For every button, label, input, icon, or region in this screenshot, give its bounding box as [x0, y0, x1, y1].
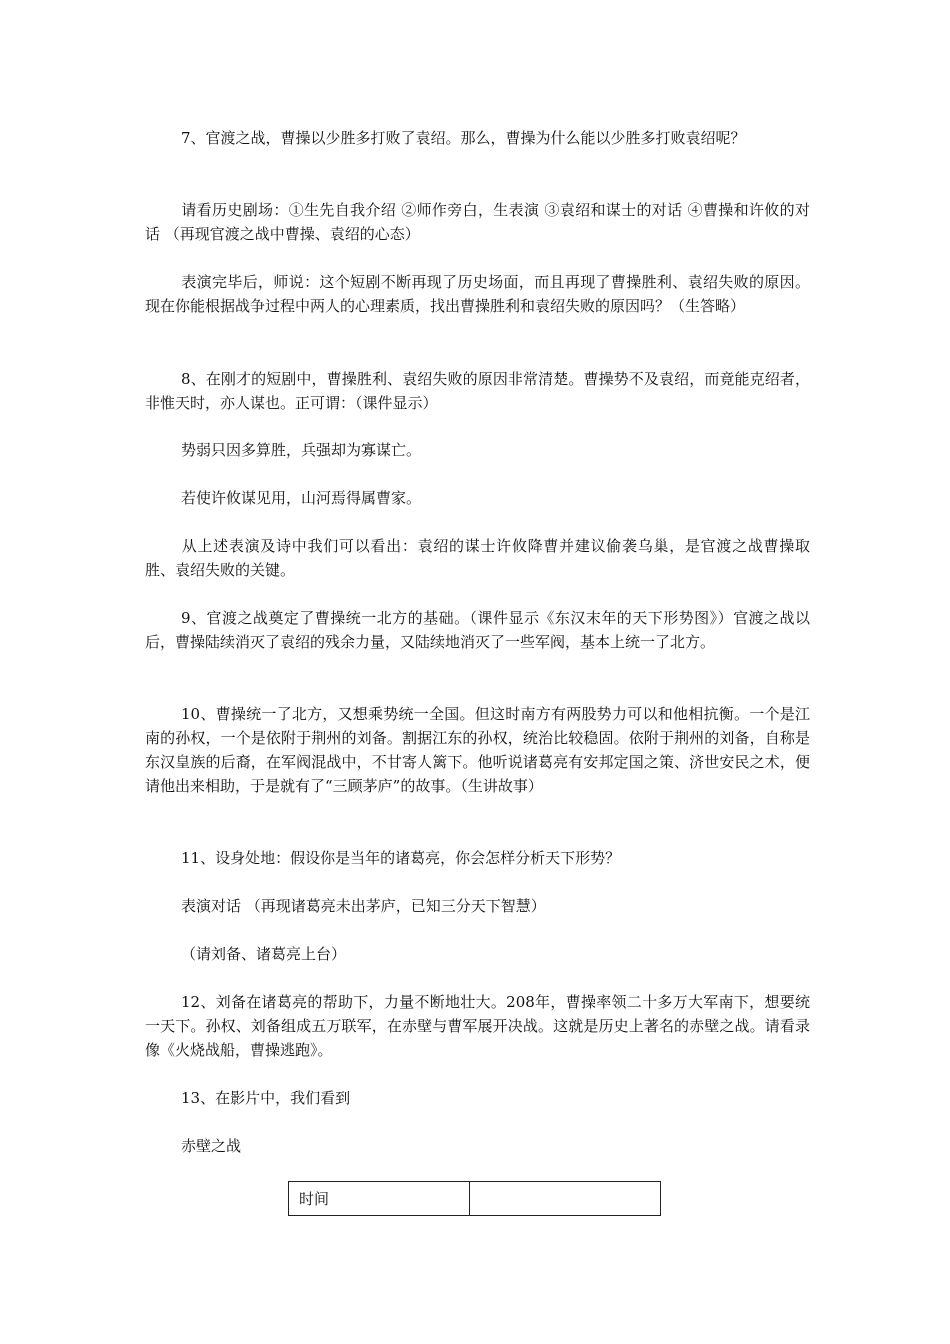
paragraph-11: 11、设身处地：假设你是当年的诸葛亮，你会怎样分析天下形势？ [181, 849, 621, 867]
paragraph-after-performance: 表演完毕后，师说：这个短剧不断再现了历史场面，而且再现了曹操胜利、袁绍失败的原因。现在你能根据战争过程中两人的心理素质，找出曹操胜利和袁绍失败的原因吗？（生答略） [145, 273, 810, 315]
paragraph-history-theatre: 请看历史剧场：①生先自我介绍 ②师作旁白，生表演 ③袁绍和谋士的对话 ④曹操和许攸的对话 （再现官渡之战中曹操、袁绍的心态） [145, 201, 810, 243]
paragraph-9: 9、官渡之战奠定了曹操统一北方的基础。（课件显示《东汉末年的天下形势图》）官渡之战以后，曹操陆续消灭了袁绍的残余力量，又陆续地消灭了一些军阀，基本上统一了北方。 [145, 609, 810, 651]
paragraph-12: 12、刘备在诸葛亮的帮助下，力量不断地壮大。208年，曹操率领二十多万大军南下，想要统一天下。孙权、刘备组成五万联军，在赤壁与曹军展开决战。这就是历史上著名的赤壁之战。请看录像《火烧战船，曹操逃跑》。 [145, 993, 810, 1059]
paragraph-7: 7、官渡之战，曹操以少胜多打败了袁绍。那么，曹操为什么能以少胜多打败袁绍呢？ [181, 129, 746, 147]
table-row [289, 1182, 661, 1216]
poem-line-2: 若使许攸谋见用，山河焉得属曹家。 [181, 489, 422, 507]
paragraph-13: 13、在影片中，我们看到 [181, 1089, 351, 1107]
section-title-chibi: 赤壁之战 [181, 1137, 242, 1155]
battle-info-table [288, 1181, 661, 1216]
table-cell-value [470, 1182, 661, 1216]
poem-line-1: 势弱只因多算胜，兵强却为寡谋亡。 [181, 441, 422, 459]
table-cell-label: 时间 [289, 1182, 470, 1216]
paragraph-invite-on-stage: （请刘备、诸葛亮上台） [181, 945, 347, 963]
paragraph-10: 10、曹操统一了北方，又想乘势统一全国。但这时南方有两股势力可以和他相抗衡。一个是江南的孙权，一个是依附于荆州的刘备。割据江东的孙权，统治比较稳固。依附于荆州的刘备，自称是东汉皇族的后裔，在军阀混战中，不甘寄人篱下。他听说诸葛亮有安邦定国之策、济世安民之术，便请他出来相助，于是就有了“三顾茅庐”的故事。（生讲故事） [145, 705, 810, 795]
paragraph-8: 8、在刚才的短剧中，曹操胜利、袁绍失败的原因非常清楚。曹操势不及袁绍，而竟能克绍者，非惟天时，亦人谋也。正可谓：（课件显示） [145, 370, 810, 412]
paragraph-conclusion: 从上述表演及诗中我们可以看出：袁绍的谋士许攸降曹并建议偷袭乌巢，是官渡之战曹操取胜、袁绍失败的关键。 [145, 537, 810, 579]
paragraph-dialogue: 表演对话 （再现诸葛亮未出茅庐，已知三分天下智慧） [181, 897, 546, 915]
